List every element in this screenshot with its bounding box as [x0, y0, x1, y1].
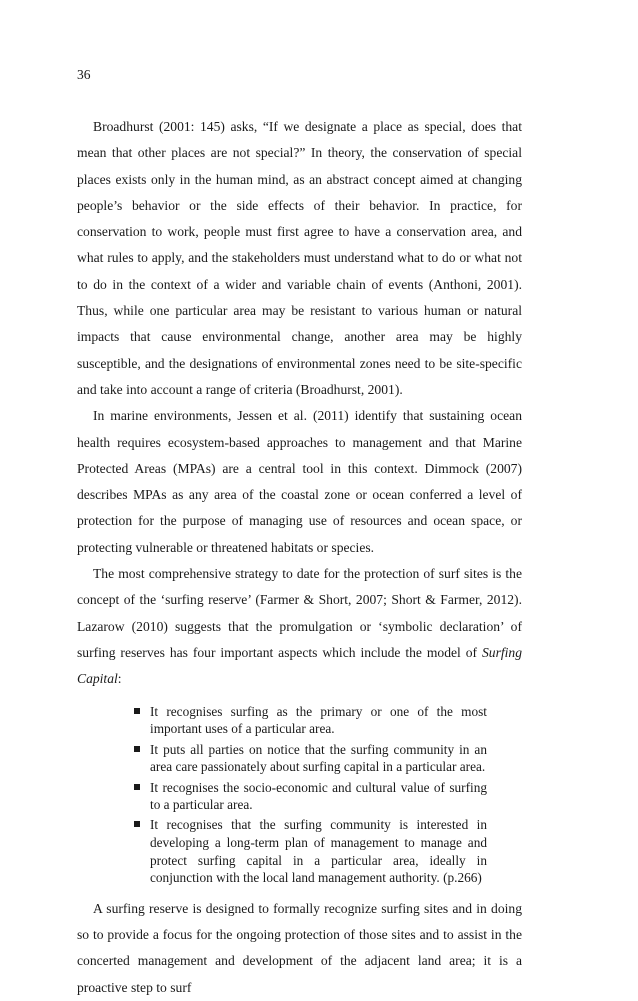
square-bullet-icon [134, 821, 140, 827]
list-item-text: It recognises surfing as the primary or one of the most important uses of a particular area. [150, 703, 487, 737]
list-item-text: It puts all parties on notice that the surfing community in an area care passionately about surfing capital in a particular area. [150, 741, 487, 775]
page-number: 36 [77, 67, 91, 82]
square-bullet-icon [134, 784, 140, 790]
paragraph-marine-environments: In marine environments, Jessen et al. (2011) identify that sustaining ocean health requires ecosystem-based approaches to management and that Marine Protected Areas (MPAs) are a central tool in this context. Dimmock (2007) describes MPAs as any area of the coastal zone or ocean conferred a level of protection for the purpose of managing use of resources and ocean space, or protecting vulnerable or threatened habitats or species. [77, 408, 522, 555]
paragraph-surfing-reserve-text: The most comprehensive strategy to date for the protection of surf sites is the concept of the ‘surfing reserve’ (Farmer & Short, 2007; Short & Farmer, 2012). Lazarow (2010) suggests that the promulgation or ‘symbolic declaration’ of surfing reserves has four important aspects which include the model of [77, 566, 522, 660]
surfing-capital-emphasis: Surfing Capital [77, 644, 522, 687]
paragraph-surfing-reserve-definition: A surfing reserve is designed to formally recognize surfing sites and in doing so to provide a focus for the ongoing protection of those sites and to assist in the concerted management and development of the adjacent land area; it is a proactive step to surf [77, 900, 522, 995]
list-item [134, 741, 487, 776]
list-item-text: It recognises the socio-economic and cultural value of surfing to a particular area. [150, 779, 487, 813]
paragraph-surfing-reserve-colon: : [117, 671, 122, 687]
list-item [134, 703, 487, 738]
block-quote-list [77, 703, 487, 887]
list-item [134, 779, 487, 814]
body-text [77, 114, 522, 1001]
square-bullet-icon [134, 708, 140, 714]
list-item-text: It recognises that the surfing community is interested in developing a long-term plan of management to manage and protect surfing capital in a particular area, ideally in conjunction with the local land management authority. (p.266) [150, 817, 487, 886]
paragraph-surfing-reserve [77, 561, 522, 692]
square-bullet-icon [134, 746, 140, 752]
paragraph-broadhurst: Broadhurst (2001: 145) asks, “If we designate a place as special, does that mean that other places are not special?” In theory, the conservation of special places exists only in the human mind, as an abstract concept aimed at changing people’s behavior or the side effects of their behavior. In practice, for conservation to work, people must first agree to have a conservation area, and what rules to apply, and the stakeholders must understand what to do or what not to do in the context of a wider and variable chain of events (Anthoni, 2001). Thus, while one particular area may be resistant to various human or natural impacts that cause environmental change, another area may be highly susceptible, and the designations of environmental zones need to be site-specific and take into account a range of criteria (Broadhurst, 2001). [77, 119, 522, 397]
list-item [134, 816, 487, 886]
